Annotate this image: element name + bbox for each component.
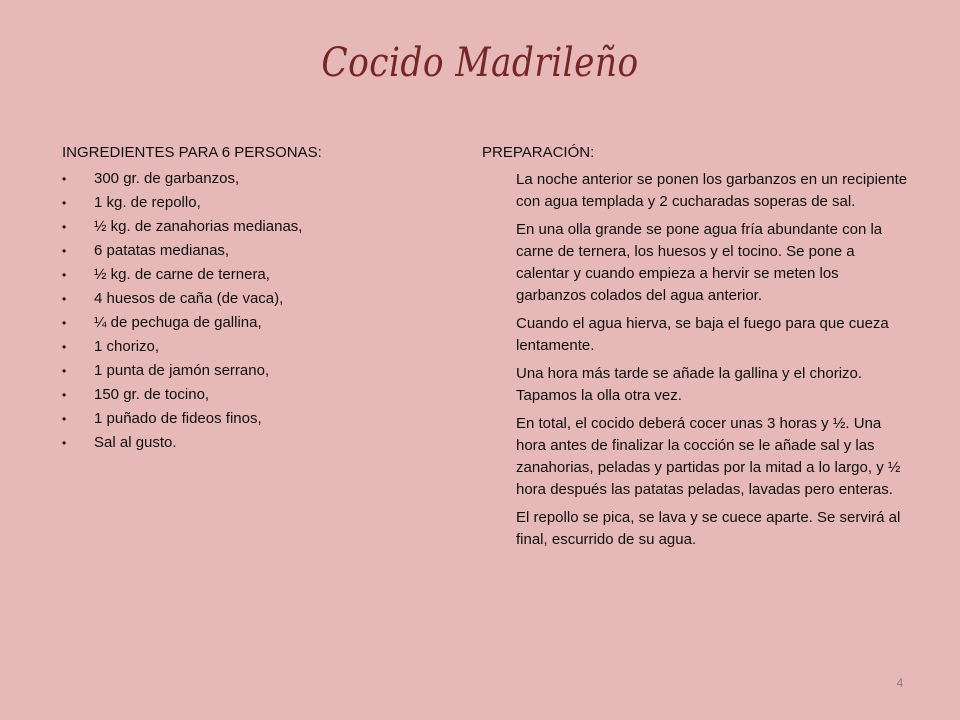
ingredient-text: ¼ de pechuga de gallina, <box>94 314 262 331</box>
preparation-step: En total, el cocido deberá cocer unas 3 horas y ½. Una hora antes de finalizar la cocción se le añade sal y las zanahorias, peladas y partidas por la mitad a lo largo, y ½ hora después las patatas peladas, lavadas pero enteras. <box>516 415 901 498</box>
ingredient-item <box>62 193 442 213</box>
ingredient-item <box>62 313 442 333</box>
ingredient-item <box>62 169 442 189</box>
bullet-icon: • <box>62 196 67 210</box>
slide-title: Cocido Madrileño <box>321 40 639 86</box>
ingredient-text: 150 gr. de tocino, <box>94 386 210 403</box>
ingredient-text: ½ kg. de zanahorias medianas, <box>94 218 303 235</box>
bullet-icon: • <box>62 172 67 186</box>
bullet-icon: • <box>62 220 67 234</box>
ingredient-text: 1 punta de jamón serrano, <box>94 362 270 379</box>
ingredient-text: ½ kg. de carne de ternera, <box>94 266 270 283</box>
ingredient-item <box>62 433 442 453</box>
ingredient-item <box>62 217 442 237</box>
bullet-icon: • <box>62 364 67 378</box>
preparation-step: La noche anterior se ponen los garbanzos en un recipiente con agua templada y 2 cucharadas soperas de sal. <box>516 171 908 210</box>
ingredient-text: 4 huesos de caña (de vaca), <box>94 290 284 307</box>
preparation-section <box>482 143 912 551</box>
ingredient-text: 1 kg. de repollo, <box>94 194 201 211</box>
ingredient-item <box>62 337 442 357</box>
preparation-step: Una hora más tarde se añade la gallina y el chorizo. Tapamos la olla otra vez. <box>516 365 863 404</box>
preparation-step: En una olla grande se pone agua fría abundante con la carne de ternera, los huesos y el tocino. Se pone a calentar y cuando empieza a hervir se meten los garbanzos colados del agua anterior. <box>516 221 883 304</box>
ingredient-text: 300 gr. de garbanzos, <box>94 170 240 187</box>
ingredient-item <box>62 385 442 405</box>
bullet-icon: • <box>62 244 67 258</box>
page-number: 4 <box>896 676 904 690</box>
ingredient-list <box>62 169 442 453</box>
ingredient-text: 1 chorizo, <box>94 338 160 355</box>
bullet-icon: • <box>62 340 67 354</box>
ingredient-item <box>62 289 442 309</box>
preparation-step: Cuando el agua hierva, se baja el fuego para que cueza lentamente. <box>516 315 889 354</box>
ingredients-heading: INGREDIENTES PARA 6 PERSONAS: <box>62 144 322 161</box>
bullet-icon: • <box>62 292 67 306</box>
bullet-icon: • <box>62 412 67 426</box>
bullet-icon: • <box>62 436 67 450</box>
ingredient-text: 6 patatas medianas, <box>94 242 230 259</box>
preparation-heading: PREPARACIÓN: <box>482 144 595 161</box>
ingredient-text: 1 puñado de fideos finos, <box>94 410 262 427</box>
preparation-step: El repollo se pica, se lava y se cuece aparte. Se servirá al final, escurrido de su agua. <box>516 509 901 548</box>
ingredient-item <box>62 409 442 429</box>
bullet-icon: • <box>62 268 67 282</box>
bullet-icon: • <box>62 316 67 330</box>
ingredient-text: Sal al gusto. <box>94 434 177 451</box>
ingredient-item <box>62 241 442 261</box>
ingredient-item <box>62 361 442 381</box>
ingredient-item <box>62 265 442 285</box>
ingredients-section <box>62 143 442 457</box>
bullet-icon: • <box>62 388 67 402</box>
